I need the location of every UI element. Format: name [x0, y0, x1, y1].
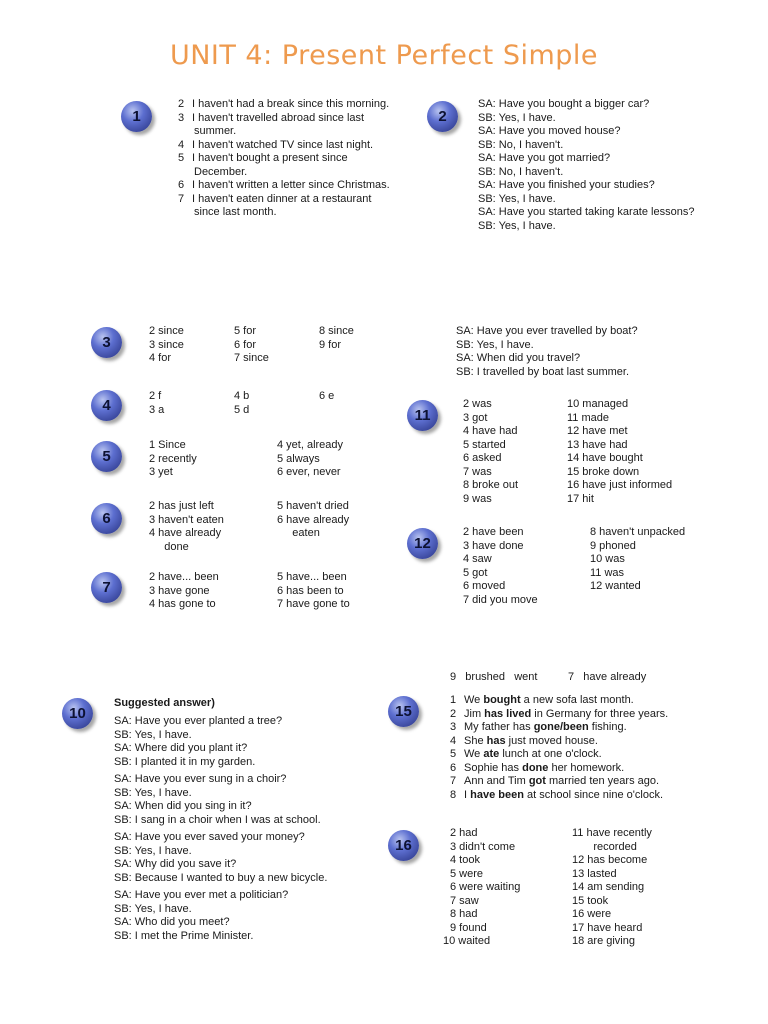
exercise-5-col-2: [277, 439, 343, 480]
answer-item: 4 for: [149, 352, 172, 364]
answer-item: 15 took: [572, 894, 609, 907]
answer-item: 5 started: [463, 438, 506, 451]
exercise-6-col-2: [277, 500, 349, 541]
answer-item: 16 were: [572, 908, 612, 920]
exercise-7-col-1: [149, 571, 219, 612]
exercise-3-col-1: [149, 325, 184, 366]
answer-item: 8 since: [319, 325, 354, 337]
answer-item: 1 Since: [149, 439, 186, 451]
dialogue-line: SA: Have you ever sung in a choir?: [114, 773, 287, 785]
exercise-badge-2: 2: [427, 101, 458, 132]
answer-item: 12 have met: [567, 425, 628, 437]
exercise-badge-6: 6: [91, 503, 122, 534]
answer-item: 4 have had: [463, 425, 518, 437]
exercise-badge-12: 12: [407, 528, 438, 559]
dialogue-line: SB: Yes, I have.: [114, 728, 192, 741]
answer-item: 14 have bought: [567, 452, 643, 464]
dialogue-group: [114, 889, 327, 943]
answer-item: 5 were: [450, 867, 484, 880]
answer-item: 12 wanted: [590, 580, 641, 592]
answer-item: 3 didn't come: [450, 840, 516, 853]
answer-item: 6 moved: [463, 580, 506, 592]
answer-item: 2 has just left: [149, 500, 214, 512]
answer-item: 8 had: [450, 908, 478, 920]
answer-item: 7 did you move: [463, 593, 538, 606]
answer-item: 10 managed: [567, 398, 629, 410]
page-title: UNIT 4: Present Perfect Simple: [169, 40, 599, 71]
dialogue-line: SB: Yes, I have.: [478, 219, 556, 232]
exercise-3-col-3: [319, 325, 354, 352]
answer-item: 2 had: [450, 827, 478, 839]
answer-item: 8 haven't unpacked: [590, 526, 686, 538]
dialogue-line: SA: Have you finished your studies?: [478, 179, 655, 191]
answer-item: 2 since: [149, 325, 184, 337]
exercise-5-col-1: [149, 439, 197, 480]
answer-item: 2 have... been: [149, 571, 219, 583]
answer-item: 14 am sending: [572, 881, 645, 893]
dialogue-line: SA: Have you ever planted a tree?: [114, 715, 283, 727]
answer-item: 2 f: [149, 390, 162, 402]
answer-item: 6 have already: [277, 513, 350, 526]
answer-item: 7 saw: [450, 894, 479, 907]
dialogue-line: SB: I sang in a choir when I was at school.: [114, 813, 321, 826]
exercise-12-col-2: [590, 526, 685, 594]
sentence-line: 7 Ann and Tim got married ten years ago.: [450, 775, 660, 787]
dialogue-line: SB: No, I haven't.: [478, 138, 564, 151]
answer-item: 2 was: [463, 398, 492, 410]
answer-item: 4 yet, already: [277, 439, 344, 451]
exercise-4-col-3: [319, 390, 334, 404]
answer-item: done: [149, 540, 189, 553]
dialogue-line: SB: No, I haven't.: [478, 165, 564, 178]
answer-item: 11 have recently: [572, 827, 652, 839]
dialogue-line: SB: I planted it in my garden.: [114, 755, 256, 768]
dialogue-line: SB: Yes, I have.: [114, 902, 192, 915]
sentence-line: 3 My father has gone/been fishing.: [450, 721, 627, 733]
answer-item: 6 for: [234, 338, 257, 351]
answer-item: 4 has gone to: [149, 598, 216, 610]
sentence-line: 1 We bought a new sofa last month.: [450, 694, 634, 706]
dialogue-line: SB: Yes, I have.: [114, 786, 192, 799]
answer-line: 6 I haven't written a letter since Christmas.: [178, 179, 390, 191]
dialogue-line: SB: I met the Prime Minister.: [114, 929, 254, 942]
dialogue-line: SB: Because I wanted to buy a new bicycle.: [114, 871, 328, 884]
answer-item: 9 was: [463, 492, 492, 505]
exercise-10-dialogues: [114, 715, 327, 943]
dialogue-group: [114, 773, 327, 827]
answer-item: 4 saw: [463, 553, 492, 565]
exercise-1-answers: [178, 98, 408, 220]
sentence-line: 5 We ate lunch at one o'clock.: [450, 748, 602, 760]
answer-item: 3 got: [463, 411, 488, 424]
dialogue-line: SB: Yes, I have.: [478, 111, 556, 124]
exercise-badge-15: 15: [388, 696, 419, 727]
exercise-badge-11: 11: [407, 400, 438, 431]
dialogue-group: [114, 831, 327, 885]
dialogue-line: SA: Have you moved house?: [478, 125, 621, 137]
answer-item: 8 broke out: [463, 479, 519, 491]
answer-item: eaten: [277, 527, 320, 539]
answer-item: 7 was: [463, 465, 492, 478]
exercise-badge-7: 7: [91, 572, 122, 603]
dialogue-line: SA: Have you ever travelled by boat?: [456, 325, 638, 337]
answer-item: 3 have done: [463, 539, 524, 552]
answer-item: 5 got: [463, 566, 488, 579]
answer-item: 6 e: [319, 390, 335, 402]
sentence-line: 4 She has just moved house.: [450, 734, 598, 747]
answer-item: 13 lasted: [572, 867, 617, 880]
answer-item: 5 haven't dried: [277, 500, 349, 512]
boat-dialogue: [456, 325, 638, 379]
answer-line: since last month.: [194, 206, 277, 218]
answer-item: 17 hit: [567, 492, 594, 505]
answer-item: 10 was: [590, 553, 625, 565]
answer-item: 17 have heard: [572, 921, 643, 934]
dialogue-line: SB: I travelled by boat last summer.: [456, 365, 630, 378]
answer-item: 12 has become: [572, 854, 648, 866]
dialogue-line: SA: Where did you plant it?: [114, 742, 248, 754]
exercise-badge-1: 1: [121, 101, 152, 132]
answer-item: 9 found: [450, 921, 487, 934]
exercise-11-col-2: [567, 398, 672, 506]
answer-item: 6 has been to: [277, 584, 344, 597]
answer-item: 5 have... been: [277, 571, 347, 583]
answer-item: 5 d: [234, 403, 250, 416]
answer-item: 2 have been: [463, 526, 524, 538]
answer-item: 16 have just informed: [567, 479, 673, 491]
answer-line: 3 I haven't travelled abroad since last: [178, 111, 365, 124]
sentence-line: 2 Jim has lived in Germany for three years.: [450, 707, 669, 720]
answer-item: 13 have had: [567, 438, 628, 451]
answer-item: 11 made: [567, 411, 609, 424]
answer-item: 6 were waiting: [450, 881, 521, 893]
answer-item: 7 have gone to: [277, 598, 350, 610]
exercise-badge-10: 10: [62, 698, 93, 729]
answer-line: 5 I haven't bought a present since: [178, 152, 348, 164]
exercise-badge-3: 3: [91, 327, 122, 358]
exercise-4-col-2: [234, 390, 249, 417]
dialogue-line: SA: Have you started taking karate lessons?: [478, 206, 695, 218]
dialogue-line: SA: Why did you save it?: [114, 858, 237, 870]
answer-item: 6 ever, never: [277, 466, 341, 478]
answer-item: 4 have already: [149, 527, 222, 539]
exercise-15-sentences: [450, 694, 668, 802]
answer-item: 4 b: [234, 390, 250, 402]
dialogue-line: SB: Yes, I have.: [114, 844, 192, 857]
answer-item: 18 are giving: [572, 935, 635, 947]
dialogue-line: SB: Yes, I have.: [456, 338, 534, 351]
dialogue-line: SB: Yes, I have.: [478, 192, 556, 205]
answer-item: 2 recently: [149, 452, 197, 465]
answer-line: 4 I haven't watched TV since last night.: [178, 138, 374, 151]
answer-item: 3 since: [149, 338, 184, 351]
exercise-badge-16: 16: [388, 830, 419, 861]
clipped-answer-line: 9 brushed went 7 have already: [450, 671, 647, 683]
answer-item: 7 since: [234, 352, 269, 364]
answer-item: 5 always: [277, 452, 320, 465]
exercise-12-col-1: [463, 526, 538, 607]
answer-item: recorded: [572, 840, 637, 853]
answer-item: 11 was: [590, 566, 625, 579]
answer-item: 9 phoned: [590, 539, 636, 552]
answer-item: 4 took: [450, 854, 480, 866]
exercise-7-col-2: [277, 571, 350, 612]
answer-item: 6 asked: [463, 452, 502, 464]
dialogue-line: SA: Have you ever saved your money?: [114, 831, 305, 843]
exercise-badge-5: 5: [91, 441, 122, 472]
answer-item: 3 a: [149, 403, 165, 416]
dialogue-group: [114, 715, 327, 769]
sentence-line: 8 I have been at school since nine o'clock.: [450, 788, 664, 801]
answer-item: 5 for: [234, 325, 257, 337]
exercise-16-col-1: [443, 827, 520, 949]
dialogue-line: SA: When did you travel?: [456, 352, 581, 364]
answer-line: December.: [194, 165, 248, 178]
answer-line: summer.: [194, 125, 237, 137]
answer-item: 3 have gone: [149, 584, 210, 597]
dialogue-line: SA: Have you bought a bigger car?: [478, 98, 650, 110]
exercise-10-heading: Suggested answer): [114, 697, 215, 709]
dialogue-line: SA: Have you got married?: [478, 152, 611, 164]
answer-item: 10 waited: [443, 935, 491, 947]
exercise-11-col-1: [463, 398, 518, 506]
exercise-4-col-1: [149, 390, 164, 417]
answer-line: 7 I haven't eaten dinner at a restaurant: [178, 192, 372, 205]
answer-item: 9 for: [319, 338, 342, 351]
dialogue-line: SA: Who did you meet?: [114, 916, 230, 928]
exercise-16-col-2: [572, 827, 652, 949]
answer-item: 15 broke down: [567, 465, 640, 478]
sentence-line: 6 Sophie has done her homework.: [450, 761, 625, 774]
answer-item: 3 yet: [149, 466, 173, 478]
dialogue-line: SA: Have you ever met a politician?: [114, 889, 289, 901]
dialogue-line: SA: When did you sing in it?: [114, 800, 252, 812]
exercise-3-col-2: [234, 325, 269, 366]
exercise-6-col-1: [149, 500, 224, 554]
exercise-2-dialogue: [478, 98, 694, 233]
answer-line: 2 I haven't had a break since this morning.: [178, 98, 390, 110]
answer-item: 3 haven't eaten: [149, 513, 224, 526]
exercise-badge-4: 4: [91, 390, 122, 421]
